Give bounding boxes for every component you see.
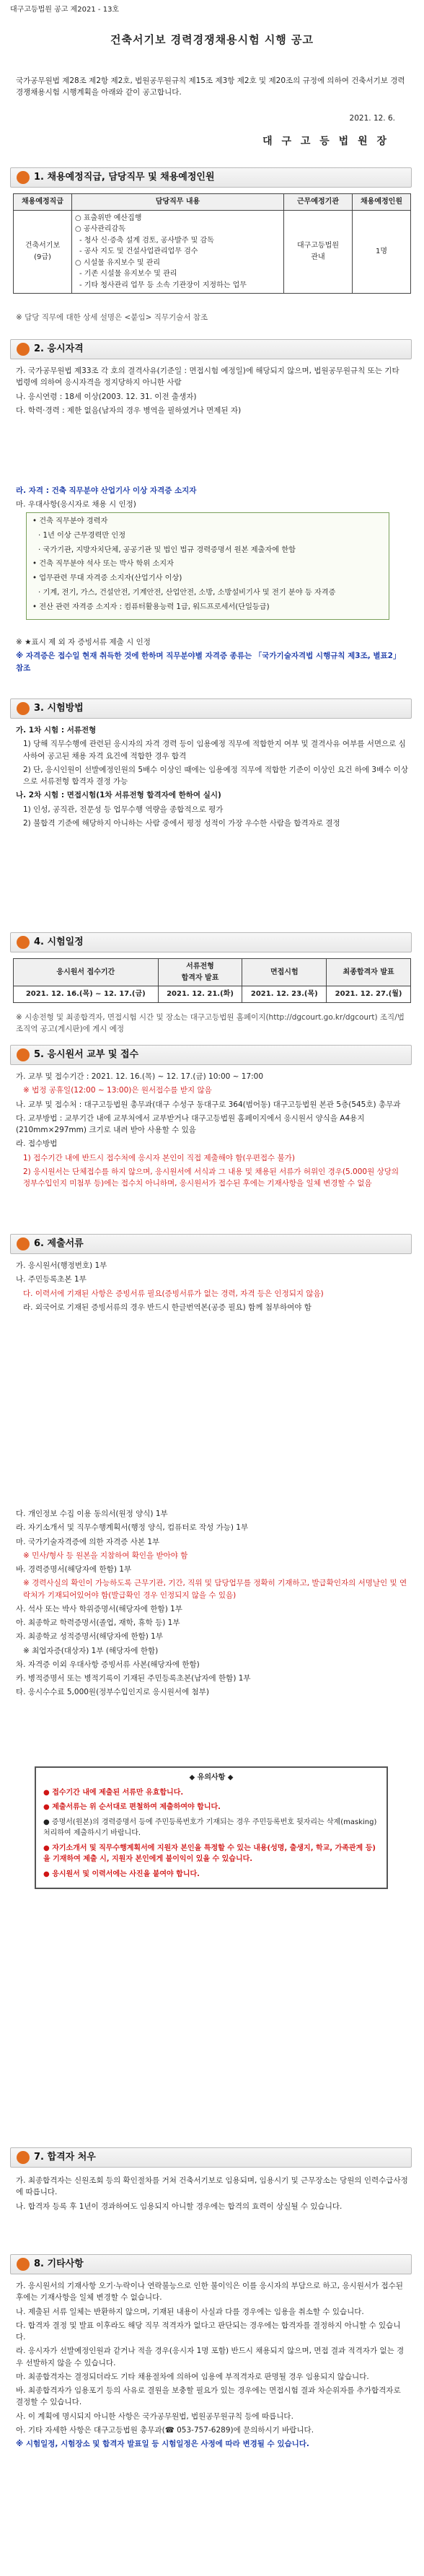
list-item: • 업무관련 무대 자격증 소지자(산업기사 이상) <box>32 574 182 583</box>
qualification-list <box>16 365 408 419</box>
table-header: 최종합격자 발표 <box>327 959 411 986</box>
table-header: 면접시험 <box>242 959 327 986</box>
list-item: 나. 제출된 서류 일체는 반환하지 않으며, 기재된 내용이 사실과 다를 경우에는 임용을 취소할 수 있습니다. <box>16 2307 364 2316</box>
list-item: 나. 합격자 등록 후 1년이 경과하여도 임용되지 아니할 경우에는 합격의 효력이 상실될 수 있습니다. <box>16 2202 343 2211</box>
section-header-treatment <box>10 2147 412 2168</box>
list-item: 아. 최종학교 학력증명서(졸업, 재학, 휴학 등) 1부 <box>16 1618 180 1628</box>
section-title: 1. 채용예정직급, 담당직무 및 채용예정인원 <box>34 171 215 183</box>
list-item: ※ 경력사실의 확인이 가능하도록 근무기관, 기간, 직위 및 담당업무를 정확히 기재하고, 발급확인자의 서명날인 및 연락처가 기재되어있어야 함(발급확인 경우 인정되지 않을 수 있음) <box>23 1579 407 1600</box>
table-header: 응시원서 접수기간 <box>14 959 159 986</box>
exam-stage-title: 가. 1차 시험 : 서류전형 <box>16 726 97 735</box>
list-item: ※ 민사/형사 등 원본을 지참하여 확인을 받아야 함 <box>23 1551 188 1560</box>
caution-title: ◆ 유의사항 ◆ <box>189 1774 234 1782</box>
table-header: 담당직무 내용 <box>72 194 284 211</box>
section-header-qualifications <box>10 339 412 359</box>
documents-list <box>16 1508 408 1701</box>
positions-table <box>13 193 411 294</box>
list-item: ● 증명서(원본)의 경력증명서 등에 주민등록번호가 기재되는 경우 주민등록번호 뒷자리는 삭제(masking) 처리하여 제출하시기 바랍니다. <box>43 1818 377 1837</box>
duty-item: ○ 시설물 유지보수 및 관리 <box>75 258 161 267</box>
schedule-table <box>13 958 411 1003</box>
list-item: 다. 합격자 결정 및 발표 이후라도 해당 직무 적격자가 없다고 판단되는 경우에는 합격자를 결정하지 아니할 수 있습니다. <box>16 2321 401 2342</box>
table-header: 채용예정인원 <box>353 194 411 211</box>
application-block <box>16 1071 408 1191</box>
caution-box <box>35 1766 388 1889</box>
table-header: 채용예정직급 <box>14 194 72 211</box>
final-note: ※ 시험일정, 시험장소 및 합격자 발표일 등 시험일정은 사정에 따라 변경될 수 있습니다. <box>16 2440 309 2449</box>
section-title: 3. 시험방법 <box>34 702 84 714</box>
list-item: · 국가기관, 지방자치단체, 공공기관 및 법인 법규 경력증명서 원본 제출자에 한함 <box>38 546 296 554</box>
list-item: 카. 병적증명서 또는 병적기록이 기재된 주민등록초본(남자에 한함) 1부 <box>16 1674 251 1683</box>
section-bullet-icon <box>17 2151 30 2164</box>
duty-item: ○ 표출위반 예산집행 <box>75 214 142 222</box>
list-item: 바. 최종합격자가 임용포기 등의 사유로 결원을 보충할 필요가 있는 경우에는 면접시험 결과 차순위자를 추가합격자로 결정할 수 있습니다. <box>16 2386 401 2407</box>
list-item: ※ 최업자증(대상자) 1부 (해당자에 한함) <box>23 1646 159 1655</box>
list-item: 다. 이력서에 기재된 사항은 증빙서류 필요(증빙서류가 없는 경력, 자격 등은 인정되지 않음) <box>23 1289 324 1298</box>
schedule-note: ※ 시송전형 및 최종합격자, 면접시험 시간 및 장소는 대구고등법원 홈페이지(http://dgcourt.go.kr/dgcourt) 조직/법조직역 공고(게시판)에 게시 예정 <box>16 1013 405 1034</box>
list-item: 라. 외국어로 기재된 증빙서류의 경우 반드시 한글번역본(공증 필요) 함께 첨부하여야 함 <box>23 1302 312 1312</box>
preference-box <box>26 512 389 620</box>
list-item: 2) 응시원서는 단체접수를 하지 않으며, 응시원서에 서식과 그 내용 및 채용된 서류가 허위인 경우(5.000원 상당의 정부수입인지 미첨부 등)에는 접수치 아니하며, 응시원서가 접수된 후에는 기재사항을 일체 변경할 수 없음 <box>23 1167 399 1188</box>
grade-cell: 건축서기보 (9급) <box>14 210 72 294</box>
duty-item: - 기타 청사관리 업무 등 소속 기관장이 지정하는 업무 <box>79 281 247 289</box>
duties-cell <box>72 210 284 294</box>
duty-item: - 청사 신·증축 설계 검토, 공사발주 및 감독 <box>79 236 214 245</box>
list-item: 가. 응시원서의 기재사항 오기·누락이나 연락불능으로 인한 불이익은 이를 응시자의 부담으로 하고, 응시원서가 접수된 후에는 기재사항을 일체 변경할 수 없습니다. <box>16 2282 403 2303</box>
list-item: 나. 교부 및 접수처 : 대구고등법원 총무과(대구 수성구 동대구로 364(범어동) 대구고등법원 본관 5층(545호) 총무과 <box>16 1100 401 1109</box>
license-block <box>16 485 408 513</box>
section-bullet-icon <box>17 1048 30 1061</box>
list-item: 라. 자기소개서 및 직무수행계획서(행정 양식, 컴퓨터로 작성 가능) 1부 <box>16 1523 249 1533</box>
list-item: 1) 당해 직무수행에 관련된 응시자의 자격 경력 등이 임용예정 직무에 적합한지 여부 및 결격사유 여부를 서면으로 심사하여 공고된 채용 자격 요건에 적합한 경우 합격 <box>23 740 406 761</box>
list-item: 가. 교부 및 접수기간 : 2021. 12. 16.(목) ~ 12. 17.(금) 10:00 ~ 17:00 <box>16 1072 264 1081</box>
section-bullet-icon <box>17 936 30 949</box>
list-item: 바. 경력증명서(해당자에 한함) 1부 <box>16 1565 132 1574</box>
list-item: ● 자기소개서 및 직무수행계획서에 지원자 본인을 특정할 수 있는 내용(성명, 출생지, 학교, 가족관계 등)을 기재하여 제출 시, 지원자 본인에게 불이익이 있을 수 있습니다. <box>43 1844 376 1863</box>
agency-cell: 대구고등법원 관내 <box>284 210 353 294</box>
section-bullet-icon <box>17 343 30 356</box>
count-cell: 1명 <box>353 210 411 294</box>
section-title: 6. 제출서류 <box>34 1237 84 1249</box>
list-item: 사. 석사 또는 박사 학위증명서(해당자에 한함) 1부 <box>16 1604 182 1613</box>
section-title: 7. 합격자 처우 <box>34 2151 96 2163</box>
exam-method-block <box>16 724 408 831</box>
list-item: 마. 국가기술자격증에 의한 자격증 사본 1부 <box>16 1537 160 1546</box>
list-item: · 기계, 전기, 가스, 건설안전, 기계안전, 산업안전, 소방, 소방설비기사 및 전기 분야 등 자격증 <box>38 589 336 597</box>
section-bullet-icon <box>17 702 30 715</box>
list-item: • 전산 관련 자격증 소지자 : 컴퓨터활용능력 1급, 워드프로세서(단일등급) <box>32 603 270 611</box>
section-title: 4. 시험일정 <box>34 936 84 947</box>
list-item: ※ 법정 공휴일(12:00 ~ 13:00)은 원서접수를 받지 않음 <box>23 1086 212 1095</box>
issuer-name: 대 구 고 등 법 원 장 <box>262 136 389 147</box>
section-header-misc <box>10 2254 412 2274</box>
section-bullet-icon <box>17 1237 30 1250</box>
list-item: 2) 불합격 기준에 해당하지 아니하는 사람 중에서 평정 성적이 가장 우수한 사람을 합격자로 결정 <box>23 818 340 828</box>
schedule-cell: 2021. 12. 23.(목) <box>242 986 327 1003</box>
section-title: 8. 기타사항 <box>34 2258 84 2269</box>
list-item: 가. 응시원서(행정번호) 1부 <box>16 1261 107 1270</box>
list-item: 가. 최종합격자는 신원조회 등의 확인절차를 거쳐 건축서기보로 임용되며, 임용시기 및 근무장소는 당원의 인력수급사정에 따릅니다. <box>16 2176 408 2197</box>
list-item: 타. 응시수수료 5,000원(정부수입인지로 응시원서에 첨부) <box>16 1688 209 1697</box>
section-bullet-icon <box>17 2258 30 2271</box>
list-item: 사. 이 계획에 명시되지 아니한 사항은 국가공무원법, 법원공무원규칙 등에 따릅니다. <box>16 2411 293 2421</box>
duty-item: - 기존 시설물 유지보수 및 관리 <box>79 270 177 278</box>
schedule-cell: 2021. 12. 21.(화) <box>158 986 242 1003</box>
list-item: ● 접수기간 내에 제출된 서류만 유효합니다. <box>43 1788 184 1797</box>
list-item: 다. 개인정보 수집 이용 동의서(원정 양식) 1부 <box>16 1510 168 1518</box>
license-sub: 마. 우대사항(응시자로 채용 시 인정) <box>16 500 136 509</box>
misc-block <box>16 2280 408 2452</box>
footnote: ※ ★표시 제 외 자 증빙서류 제출 시 인정 <box>16 638 151 647</box>
list-item: 마. 최종합격자는 결정되더라도 기타 채용절차에 의하여 임용에 부적격자로 판명될 경우 임용되지 않습니다. <box>16 2372 369 2381</box>
list-item: 나. 주민등록초본 1부 <box>16 1275 87 1284</box>
documents-block <box>16 1260 408 1315</box>
exam-stage-title: 나. 2차 시험 : 면접시험(1차 서류전형 합격자에 한하여 실시) <box>16 791 221 800</box>
list-item: 아. 기타 자세한 사항은 대구고등법원 총무과(☎ 053-757-6289)에 문의하시기 바랍니다. <box>16 2425 314 2435</box>
list-item: 2) 단, 응시인원이 선발예정인원의 5배수 이상인 때에는 임용예정 직무에 적합한 기준이 이상인 요건 하에 3배수 이상으로 서류전형 합격자 결정 가능 <box>23 765 408 787</box>
section-header-application <box>10 1045 412 1065</box>
list-item: 다. 학력·경력 : 제한 없음(남자의 경우 병역을 필하였거나 면제된 자) <box>16 406 242 415</box>
list-item: ● 제출서류는 위 순서대로 편철하여 제출하여야 합니다. <box>43 1803 221 1811</box>
schedule-cell: 2021. 12. 16.(목) ~ 12. 17.(금) <box>14 986 159 1003</box>
list-item: 1) 인성, 공직관, 전문성 등 업무수행 역량을 종합적으로 평가 <box>23 805 224 814</box>
list-item: 라. 접수방법 <box>16 1139 58 1149</box>
table-header: 근무예정기관 <box>284 194 353 211</box>
section-header-exam-method <box>10 698 412 719</box>
list-item: 차. 자격증 이외 우대사항 증빙서류 사본(해당자에 한함) <box>16 1660 200 1669</box>
duty-item: - 공사 지도 및 건설사업관리업무 검수 <box>79 247 198 255</box>
list-item: 가. 국가공무원법 제33조 각 호의 결격사유(기준일 : 면접시험 예정일)에 해당되지 않으며, 법원공무원규칙 또는 기타 법령에 의하여 응시자격을 정지당하지 아니한 사람 <box>16 367 399 387</box>
license-title: 라. 자격 : 건축 직무분야 산업기사 이상 자격증 소지자 <box>16 486 197 495</box>
list-item: 나. 응시연령 : 18세 이상(2003. 12. 31. 이전 출생자) <box>16 392 197 401</box>
license-note: ※ 자격증은 접수일 현재 취득한 것에 한하며 직무분야별 자격증 종류는 「국가기술자격법 시행규칙 제3조, 별표2」 참조 <box>16 652 401 673</box>
qualification-notes <box>16 636 408 676</box>
section-header-documents <box>10 1234 412 1254</box>
section-title: 5. 응시원서 교부 및 접수 <box>34 1048 139 1060</box>
section-bullet-icon <box>17 171 30 184</box>
page-title: 건축서기보 경력경쟁채용시험 시행 공고 <box>110 33 314 46</box>
treatment-block <box>16 2175 408 2214</box>
intro-text: 국가공무원법 제28조 제2항 제2호, 법원공무원규칙 제15조 제3항 제2호 및 제20조의 규정에 의하여 건축서기보 경력경쟁채용시험 시행계획을 아래와 같이 공고합니다. <box>16 76 405 97</box>
list-item: 다. 교부방법 : 교부기간 내에 교부처에서 교부받거나 대구고등법원 홈페이지에서 응시원서 양식을 A4용지(210mm×297mm) 크기로 내려 받아 사용할 수 있음 <box>16 1113 365 1135</box>
list-item: · 1년 이상 근무경력만 인정 <box>38 531 126 540</box>
section-header-positions <box>10 167 412 188</box>
notice-number: 대구고등법원 공고 제2021 - 13호 <box>10 6 120 14</box>
schedule-cell: 2021. 12. 27.(월) <box>327 986 411 1003</box>
table-header: 서류전형 합격자 발표 <box>158 959 242 986</box>
list-item: ● 응시원서 및 이력서에는 사진을 붙여야 합니다. <box>43 1870 200 1878</box>
list-item: • 건축 직무분야 경력자 <box>32 517 108 525</box>
list-item: 라. 응시자가 선발예정인원과 같거나 적을 경우(응시자 1명 포함) 반드시 채용되지 않으며, 면접 결과 적격자가 없는 경우 선발하지 않을 수 있습니다. <box>16 2347 405 2367</box>
section-header-schedule <box>10 932 412 952</box>
list-item: 1) 접수기간 내에 반드시 접수처에 응시자 본인이 직접 제출해야 함(우편접수 불가) <box>23 1153 295 1162</box>
positions-footnote: ※ 담당 직무에 대한 상세 설명은 <붙임> 직무기술서 참조 <box>16 313 208 322</box>
notice-date: 2021. 12. 6. <box>349 114 395 123</box>
section-title: 2. 응시자격 <box>34 343 84 354</box>
list-item: 자. 최종학교 성적증명서(해당자에 한함) 1부 <box>16 1632 163 1642</box>
list-item: • 건축 직무분야 석사 또는 박사 학위 소지자 <box>32 560 174 569</box>
duty-item: ○ 공사관리감독 <box>75 225 125 233</box>
